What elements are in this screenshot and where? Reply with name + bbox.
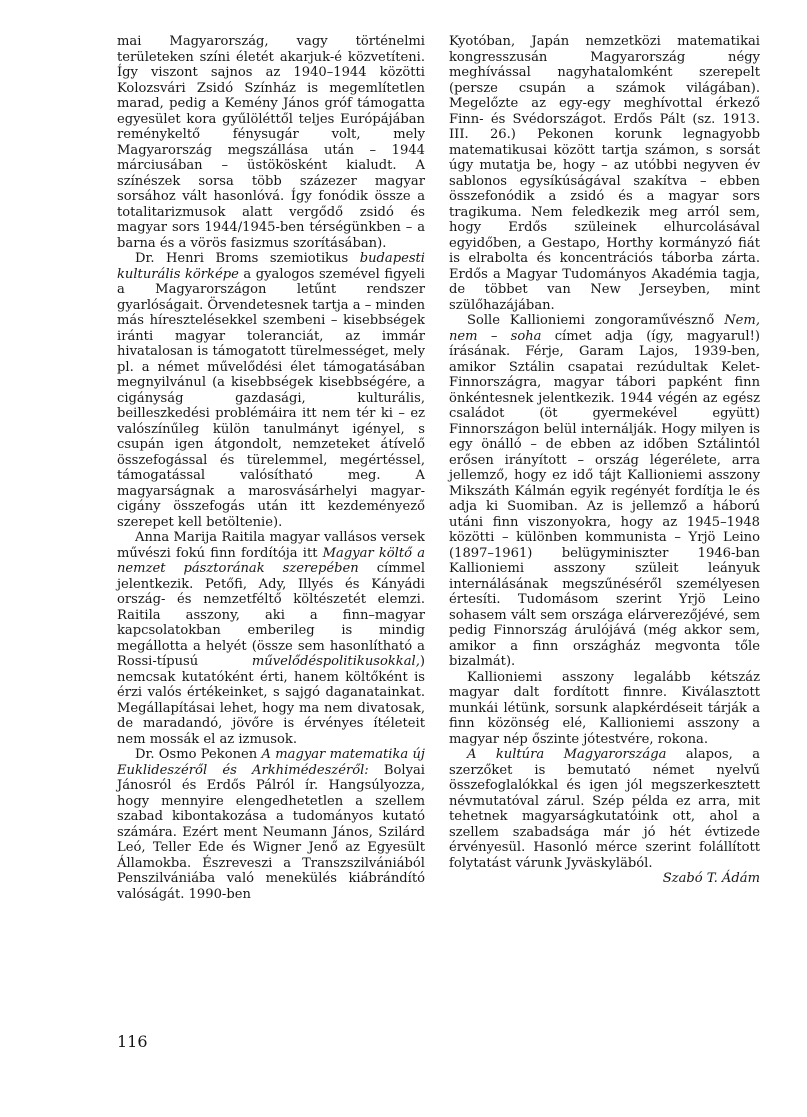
left-p3-text-c: ) nemcsak kutatóként érti, hanem költőként is érzi valós értékeinket, s sajgó daganatainkat. Megállapításai lehet, hogy ma nem divatosak, de maradandó, jövőre is érvényes ítéleteit nem mossák el az izmusok. (117, 654, 425, 747)
left-p1-text: mai Magyarország, vagy történelmi területeken színi életét akarjuk-é közvetíteni. Így viszont sajnos az 1940–1944 közötti Kolozsvári Zsidó Színház is megemlítetlen marad, pedig a Kemény János gróf támogatta egyesület kora gyűlöléttől teljes Európájában reménykeltő fénysugár volt, mely Magyarország megszállása után – 1944 márciusában – üstökösként kialudt. A színészek sorsa több százezer magyar sorsához vált hasonlóvá. Így fonódik össze a totalitarizmusok alatt vergődő zsidó és magyar sors 1944/1945-ben térségünkben – a barna és a vörös fasizmus szorításában). (117, 34, 425, 251)
left-p3-text-a: Anna Marija Raitila magyar vallásos versek művészi fokú finn fordítója itt (117, 530, 425, 561)
author-signature: Szabó T. Ádám (662, 871, 760, 886)
right-paragraph-4 (449, 747, 760, 871)
left-paragraph-3 (117, 530, 425, 747)
left-p4-text-b: Bolyai Jánosról és Erdős Pálról ír. Hangsúlyozza, hogy mennyire elengedhetetlen a szellem szabad kibontakozása a tudományos kutató számára. Ezért ment Neumann János, Szilárd Leó, Teller Ede és Wigner Jenő az Egyesült Államokba. Észreveszi a Transzszilvániából Penszilvániába való menekülés kiábrándító valóságát. 1990-ben (117, 762, 425, 902)
left-p3-term: művelődéspolitikusokkal, (251, 654, 420, 669)
right-column (449, 34, 760, 887)
left-column (117, 34, 425, 902)
left-p4-title: A magyar matematika új Euklideszéről és Arkhimédeszéről: (117, 747, 425, 778)
right-p2-title: Nem, nem – soha (449, 313, 760, 344)
page-number: 116 (117, 1032, 148, 1051)
left-paragraph-1 (117, 34, 425, 251)
right-p3-text: Kallioniemi asszony legalább kétszáz magyar dalt fordított finnre. Kiválasztott munkái létünk, sorsunk alapkérdéseit tárják a finn közönség elé, Kallioniemi asszony a magyar nép őszinte jótestvére, rokona. (449, 669, 760, 747)
right-p1-text: Kyotóban, Japán nemzetközi matematikai kongresszusán Magyarország négy meghívással nagyhatalomként szerepelt (persze csupán a számok világában). Megelőzte az egy-egy meghívottal érkező Finn- és Svédországot. Erdős Pált (sz. 1913. III. 26.) Pekonen korunk legnagyobb matematikusai között tartja számon, s sorsát úgy mutatja be, hogy – az utóbbi negyven év sablonos egysíkúságával szakítva – ebben összefonódik a zsidó és a magyar sors tragikuma. Nem feledkezik meg arról sem, hogy Erdős szüleinek elhurcolásával egyidőben, a Gestapo, Horthy kormányzó fiát is elrabolta és koncentrációs táborba zárta. Erdős a Magyar Tudományos Akadémia tagja, de többet van New Jerseyben, mint szülőhazájában. (449, 34, 760, 313)
left-p2-text-b: a gyalogos szemével figyeli a Magyarországon letűnt rendszer gyarlóságait. Örvendetesnek tartja a – minden más híresztelésekkel szembeni – kisebbségek iránti magyar toleranciát, az immár hivatalosan is támogatott türelmességet, mely pl. a német művelődési élet támogatásában megnyilvánul (a kisebbségek kisebbségére, a cigányság gazdasági, kulturális, beilleszkedési problémáira itt nem tér ki – ez valószínűleg külön tanulmányt igényel, s csupán igen átgondolt, nemzeteket átívelő összefogással és türelemmel, megértéssel, támogatással valósítható meg. A magyarságnak a marosvásárhelyi magyar-cigány összefogás után itt kezdeményező szerepet kell betöltenie). (117, 266, 426, 530)
left-p2-text-a: Dr. Henri Broms szemiotikus (135, 251, 360, 266)
left-p3-title: Magyar költő a nemzet pásztorának szerepében (117, 545, 425, 576)
left-p2-title: budapesti kulturális körképe (117, 251, 425, 282)
left-paragraph-4 (117, 747, 425, 902)
right-p4-title: A kultúra Magyarországa (467, 747, 667, 762)
left-p3-text-b: címmel jelentkezik. Petőfi, Ady, Illyés és Kányádi ország- és nemzetféltő költészetét elemzi. Raitila asszony, aki a finn–magyar kapcsolatokban emberileg is mindig megállotta a helyét (össze sem hasonlítható a Rossi-típusú (117, 561, 426, 669)
left-paragraph-2 (117, 251, 425, 530)
right-p2-text-b: címet adja (így, magyarul!) írásának. Férje, Garam Lajos, 1939-ben, amikor Sztálin csapatai rezúdultak Kelet-Finnországra, magyar tábori papként finn önkéntesnek jelentkezik. 1944 végén az egész családot (öt gyermekével együtt) Finnországon belül internálják. Hogy milyen is egy önálló – de ebben az időben Sztálintól erősen irányított – ország légerélete, arra jellemző, hogy ez idő tájt Kallioniemi asszony Mikszáth Kálmán egyik regényét fordítja le és adja ki Suomiban. Az is jellemző a háború utáni finn viszonyokra, hogy az 1945–1948 közötti – különben kommunista – Yrjö Leino (1897–1961) belügyminiszter 1946-ban Kallioniemi asszony szüleit leányuk internálásának megszűnéséről személyesen értesíti. Tudomásom szerint Yrjö Leino sohasem vált sem országa elárverezőjévé, sem pedig Finnország árulójává (még akkor sem, amikor a finn országház megvonta tőle bizalmát). (449, 328, 760, 669)
right-paragraph-3 (449, 670, 760, 748)
left-p4-text-a: Dr. Osmo Pekonen (135, 747, 262, 762)
right-paragraph-1 (449, 34, 760, 313)
right-p4-text: alapos, a szerzőket is bemutató német nyelvű összefoglalókkal és igen jól megszerkesztett névmutatóval zárul. Szép példa ez arra, mit tehetnek magyarságkutatóink ott, ahol a szellem szabadsága már jó hét évtizede érvényesül. Hasonló mérce szerint folállított folytatást várunk Jyväskyläból. (449, 747, 760, 871)
right-paragraph-2 (449, 313, 760, 670)
right-p2-text-a: Solle Kallioniemi zongoraművésznő (467, 313, 725, 328)
